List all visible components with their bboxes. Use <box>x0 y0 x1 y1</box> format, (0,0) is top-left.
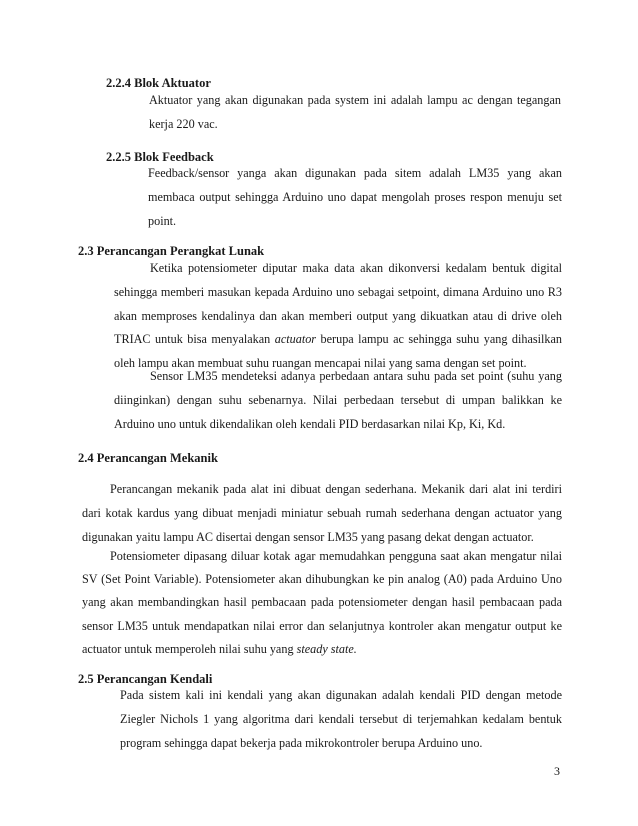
paragraph-2-2-5: Feedback/sensor yanga akan digunakan pada sitem adalah LM35 yang akan membaca output sehingga Arduino uno dapat mengolah proses respon menuju set point. <box>148 166 562 228</box>
heading-2-4: 2.4 Perancangan Mekanik <box>78 451 218 465</box>
paragraph-2-4-2 <box>82 545 562 661</box>
paragraph-2-4-2-text: Potensiometer dipasang diluar kotak agar memudahkan pengguna saat akan mengatur nilai SV (Set Point Variable). Potensiometer akan dihubungkan ke pin analog (A0) pada Arduino Uno yang akan membandingkan hasil pembacaan pada potensiometer dengan hasil pembacaan pada sensor LM35 untuk mendapatkan nilai error dan selanjutnya kontroler akan mengatur output ke actuator untuk memperoleh nilai suhu yang <box>82 549 562 656</box>
paragraph-2-3-1-italic: actuator <box>274 332 317 347</box>
paragraph-2-5: Pada sistem kali ini kendali yang akan digunakan adalah kendali PID dengan metode Ziegler Nichols 1 yang algoritma dari kendali tersebut di terjemahkan kedalam bentuk program sehingga dapat bekerja pada mikrokontroler berupa Arduino uno. <box>120 688 562 750</box>
paragraph-2-3-1 <box>114 257 562 376</box>
heading-2-5: 2.5 Perancangan Kendali <box>78 672 213 686</box>
page-number: 3 <box>554 764 560 778</box>
heading-2-2-5: 2.2.5 Blok Feedback <box>106 150 214 164</box>
paragraph-2-3-1-text-end: berupa lampu ac sehingga suhu yang dihasilkan oleh lampu akan membuat suhu ruangan mencapai nilai yang sama dengan set point. <box>114 332 562 371</box>
heading-2-3: 2.3 Perancangan Perangkat Lunak <box>78 244 265 258</box>
paragraph-2-3-1-text: Ketika potensiometer diputar maka data akan dikonversi kedalam bentuk digital sehingga memberi masukan kepada Arduino uno sebagai setpoint, dimana Arduino uno R3 akan memproses kendalinya dan akan memberi output yang dikuatkan atau di drive oleh TRIAC untuk bisa menyalakan <box>114 261 562 347</box>
paragraph-2-3-2: Sensor LM35 mendeteksi adanya perbedaan antara suhu pada set point (suhu yang diinginkan) dengan suhu sebenarnya. Nilai perbedaan tersebut di umpan balikkan ke Arduino uno untuk dikendalikan oleh kendali PID berdasarkan nilai Kp, Ki, Kd. <box>114 369 562 431</box>
paragraph-2-4-2-italic: steady state. <box>296 641 357 656</box>
heading-2-2-4: 2.2.4 Blok Aktuator <box>106 76 211 90</box>
paragraph-2-4-1: Perancangan mekanik pada alat ini dibuat dengan sederhana. Mekanik dari alat ini terdiri dari kotak kardus yang dibuat menjadi miniatur sebuah rumah sederhana dengan actuator yang digunakan yaitu lampu AC disertai dengan sensor LM35 yang pasang dekat dengan actuator. <box>82 482 562 544</box>
paragraph-2-2-4: Aktuator yang akan digunakan pada system ini adalah lampu ac dengan tegangan kerja 220 vac. <box>149 93 561 131</box>
